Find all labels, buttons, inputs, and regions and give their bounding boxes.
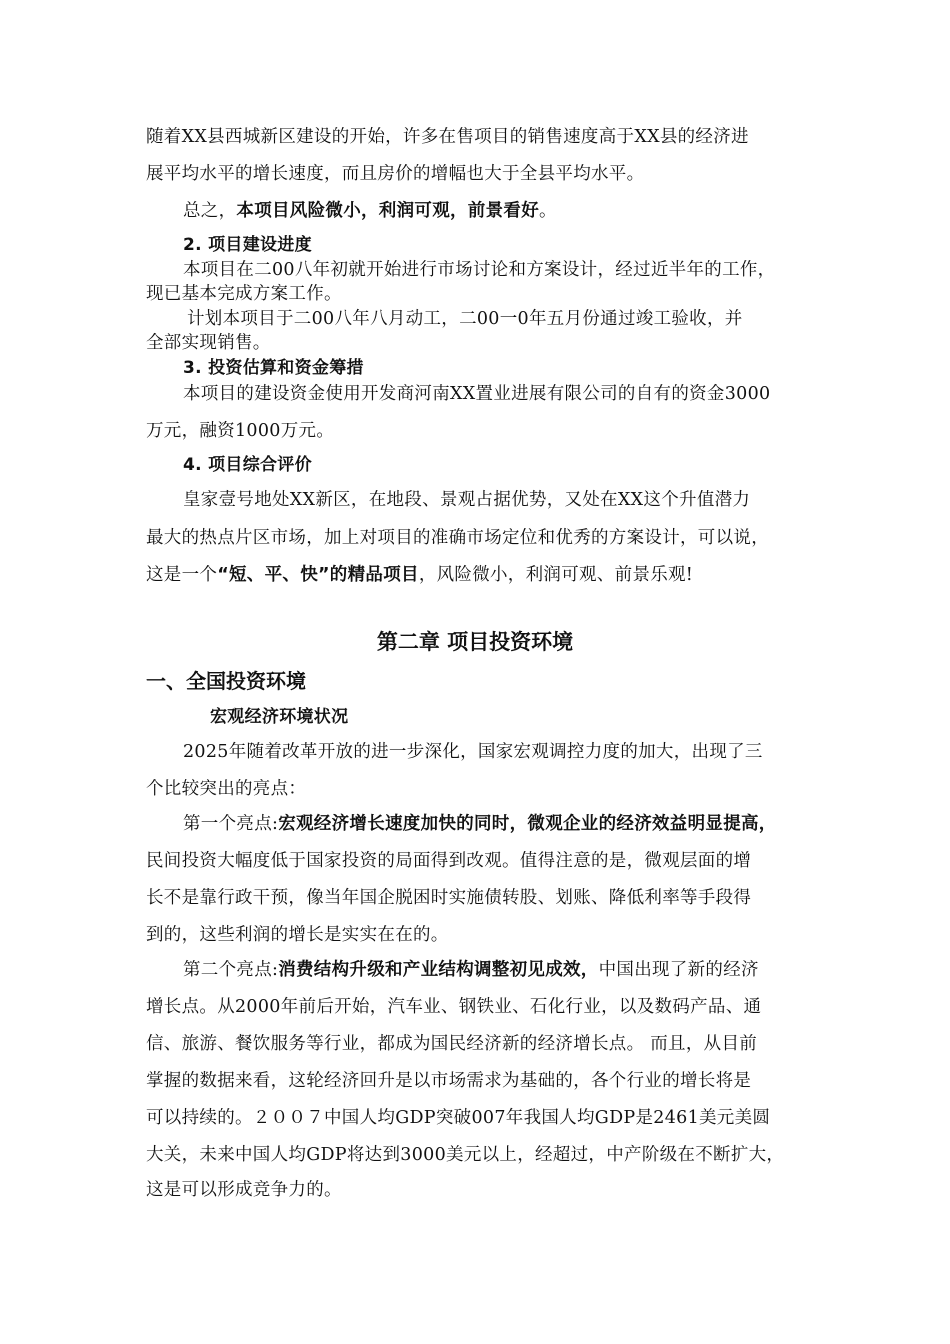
- paragraph-line: 全部实现销售。: [146, 333, 271, 353]
- paragraph-line: 随着XX县西城新区建设的开始，许多在售项目的销售速度高于XX县的经济进: [146, 127, 749, 147]
- paragraph-line: 现已基本完成方案工作。: [146, 284, 342, 304]
- text-run: 中国出现了新的经济: [598, 960, 759, 980]
- section-title: 一、全国投资环境: [146, 669, 306, 693]
- paragraph-line: 最大的热点片区市场，加上对项目的准确市场定位和优秀的方案设计，可以说，: [146, 528, 769, 548]
- text-run: 第一个亮点:: [183, 814, 279, 834]
- subheading: 宏观经济环境状况: [210, 707, 349, 727]
- text-run-bold: “短、平、快”的精品项目: [217, 565, 419, 585]
- paragraph-line: 本项目在二00八年初就开始进行市场讨论和方案设计，经过近半年的工作，: [183, 260, 776, 280]
- section-heading-evaluation: 4. 项目综合评价: [183, 455, 312, 475]
- text-run: 第二个亮点:: [183, 960, 279, 980]
- section-heading-investment: 3. 投资估算和资金筹措: [183, 358, 364, 378]
- paragraph-line: 这是可以形成竞争力的。: [146, 1180, 342, 1200]
- chapter-title: 第二章 项目投资环境: [376, 630, 574, 654]
- text-run: 这是一个: [146, 565, 218, 585]
- summary-line: [183, 199, 557, 223]
- summary-lead: 总之，: [183, 201, 237, 221]
- paragraph-line: 大关，未来中国人均GDP将达到3000美元以上，经超过，中产阶级在不断扩大，: [146, 1145, 785, 1165]
- paragraph-line: 2025年随着改革开放的进一步深化，国家宏观调控力度的加大，出现了三: [183, 742, 763, 762]
- paragraph-line: 个比较突出的亮点：: [146, 779, 307, 799]
- paragraph-line: 掌握的数据来看，这轮经济回升是以市场需求为基础的，各个行业的增长将是: [146, 1071, 752, 1091]
- text-run: ，风险微小，利润可观、前景乐观!: [418, 565, 694, 585]
- paragraph-line: 信、旅游、餐饮服务等行业，都成为国民经济新的经济增长点。 而且，从目前: [146, 1034, 758, 1054]
- text-run-bold: 消费结构升级和产业结构调整初见成效，: [278, 960, 599, 980]
- paragraph-line: 皇家壹号地处XX新区，在地段、景观占据优势，又处在XX这个升值潜力: [183, 490, 751, 510]
- paragraph-line: 民间投资大幅度低于国家投资的局面得到改观。值得注意的是，微观层面的增: [146, 851, 752, 871]
- paragraph-line: 长不是靠行政干预，像当年国企脱困时实施债转股、划账、降低利率等手段得: [146, 888, 752, 908]
- paragraph-line: [146, 563, 693, 587]
- paragraph-line: 计划本项目于二00八年八月动工，二00一0年五月份通过竣工验收，并: [187, 309, 743, 329]
- paragraph-line: 到的，这些利润的增长是实实在在的。: [146, 925, 449, 945]
- summary-end: 。: [539, 201, 557, 221]
- section-heading-schedule: 2. 项目建设进度: [183, 235, 312, 255]
- summary-bold: 本项目风险微小，利润可观，前景看好: [236, 201, 540, 221]
- paragraph-line: [183, 958, 759, 982]
- text-run-bold: 宏观经济增长速度加快的同时，微观企业的经济效益明显提高，: [278, 814, 777, 834]
- paragraph-line: 可以持续的。２００７中国人均GDP突破007年我国人均GDP是2461美元美圆: [146, 1108, 771, 1128]
- paragraph-line: 增长点。从2000年前后开始，汽车业、钢铁业、石化行业，以及数码产品、通: [146, 997, 762, 1017]
- paragraph-line: [183, 812, 777, 836]
- paragraph-line: 本项目的建设资金使用开发商河南XX置业进展有限公司的自有的资金3000: [183, 384, 771, 404]
- paragraph-line: 万元，融资1000万元。: [146, 421, 335, 441]
- paragraph-line: 展平均水平的增长速度，而且房价的增幅也大于全县平均水平。: [146, 164, 645, 184]
